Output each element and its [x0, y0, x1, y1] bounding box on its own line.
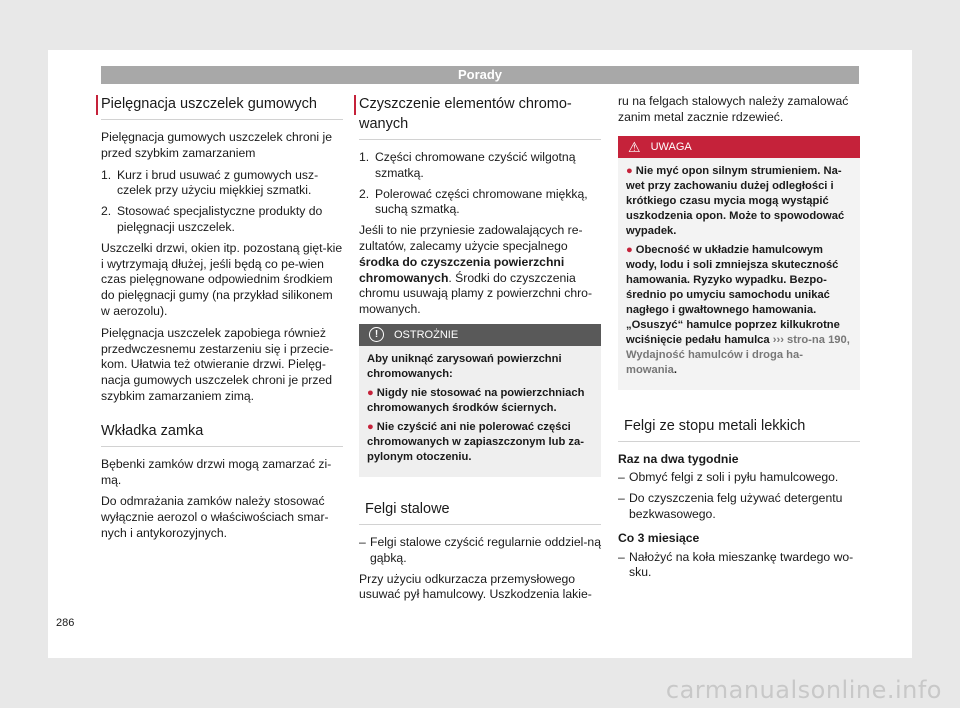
caution-box: ! OSTROŻNIE Aby uniknąć zarysowań powierzchni chromowanych: ● Nigdy nie stosować na powierzchniach chromowanych środków ściernych. ● Nie czyścić ani nie polerować części chromowanych w zapiaszczonym lub za-pylonym otoczeniu. — [359, 324, 601, 477]
column-1 — [101, 94, 343, 548]
subheading: Raz na dwa tygodnie — [618, 451, 739, 466]
bullet-item: ● Nie czyścić ani nie polerować części chromowanych w zapiaszczonym lub za-pylonym otoczeniu. — [367, 420, 584, 463]
subheading: Co 3 miesiące — [618, 530, 700, 545]
info-icon: ! — [369, 327, 384, 342]
paragraph: Do odmrażania zamków należy stosować wyłącznie aerozol o właściwościach smar-nych i antykorozyjnych. — [101, 494, 329, 540]
heading-alloy-rims: Felgi ze stopu metali lekkich — [618, 416, 860, 442]
paragraph: ru na felgach stalowych należy zamalować zanim metal zacznie rdzewieć. — [618, 94, 849, 124]
warning-title: UWAGA — [650, 140, 692, 153]
steps-list — [359, 150, 601, 218]
paragraph: Przy użyciu odkurzacza przemysłowego usuwać pył hamulcowy. Uszkodzenia lakie- — [359, 571, 592, 602]
paragraph: Pielęgnacja uszczelek zapobiega również przedwczesnemu zestarzeniu się i przecie-kom. Ułatwia też otwieranie drzwi. Pielęg-nacja gumowych uszczelek chroni je przed szybkim zamarzaniem zimą. — [101, 325, 334, 403]
warning-icon: ⚠ — [628, 138, 641, 155]
steps-list — [101, 168, 343, 236]
dash-item: – Do czyszczenia felg używać detergentu bezkwasowego. — [618, 491, 843, 521]
dash-item: – Obmyć felgi z soli i pyłu hamulcowego. — [618, 470, 839, 485]
paragraph: Pielęgnacja gumowych uszczelek chroni je przed szybkim zamarzaniem — [101, 130, 333, 160]
bullet-item: ● Nigdy nie stosować na powierzchniach chromowanych środków ściernych. — [367, 386, 585, 414]
column-2 — [359, 94, 601, 609]
warning-box — [618, 136, 860, 390]
heading-chrome-cleaning: Czyszczenie elementów chromo-wanych — [359, 94, 601, 140]
heading-lock-cylinder: Wkładka zamka — [101, 421, 343, 447]
list-item: 2. Stosować specjalistyczne produkty do pielęgnacji uszczelek. — [101, 204, 323, 234]
page-number: 286 — [56, 617, 75, 629]
list-item: 2. Polerować części chromowane miękką, suchą szmatką. — [359, 186, 588, 217]
caution-title: OSTROŻNIE — [394, 328, 459, 341]
cross-reference-link[interactable]: ››› stro-na 190, Wydajność hamulców i droga ha-mowania — [626, 333, 850, 376]
heading-steel-rims: Felgi stalowe — [359, 499, 601, 525]
section-header: Porady — [101, 66, 859, 84]
paragraph: Bębenki zamków drzwi mogą zamarzać zi-mą. — [101, 456, 332, 487]
list-item: 1. Części chromowane czyścić wilgotną szmatką. — [359, 150, 576, 180]
dash-item: – Felgi stalowe czyścić regularnie oddziel-ną gąbką. — [359, 534, 601, 565]
paragraph: Uszczelki drzwi, okien itp. pozostaną gięt-kie i wytrzymają dłużej, jeśli będą co pe-wien czas pielęgnowane odpowiednim środkiem do pielęgnacji gumy (na przykład silikonem w aerozolu). — [101, 240, 343, 318]
list-item: 1. Kurz i brud usuwać z gumowych usz-czelek przy użyciu miękkiej szmatki. — [101, 167, 319, 198]
bullet-item: ● Obecność w układzie hamulcowym wody, lodu i soli zmniejsza skuteczność hamowania. Ryzyko wypadku. Bezpo-średnio po umyciu samochodu unikać nagłego i gwałtownego hamowania. „Osuszyć“ hamulce poprzez kilkukrotne wciśnięcie pedału hamulca ››› stro-na 190, Wydajność hamulców i droga ha-mowania. — [626, 243, 850, 376]
column-3 — [618, 94, 860, 586]
paragraph: Jeśli to nie przyniesie zadowalających re-zultatów, zalecamy użycie specjalnego środka do czyszczenia powierzchni chromowanych. Środki do czyszczenia chromu usuwają plamy z powierzchni chro-mowanych. — [359, 223, 593, 317]
manual-page — [48, 50, 912, 658]
heading-seal-care: Pielęgnacja uszczelek gumowych — [101, 94, 343, 120]
dash-item: – Nałożyć na koła mieszankę twardego wo-sku. — [618, 549, 854, 580]
bullet-item: ● Nie myć opon silnym strumieniem. Na-wet przy zachowaniu dużej odległości i krótkiego czasu mycia mogą wystąpić uszkodzenia opon. Może to spowodować wypadek. — [626, 164, 845, 237]
watermark: carmanualsonline.info — [665, 676, 942, 704]
